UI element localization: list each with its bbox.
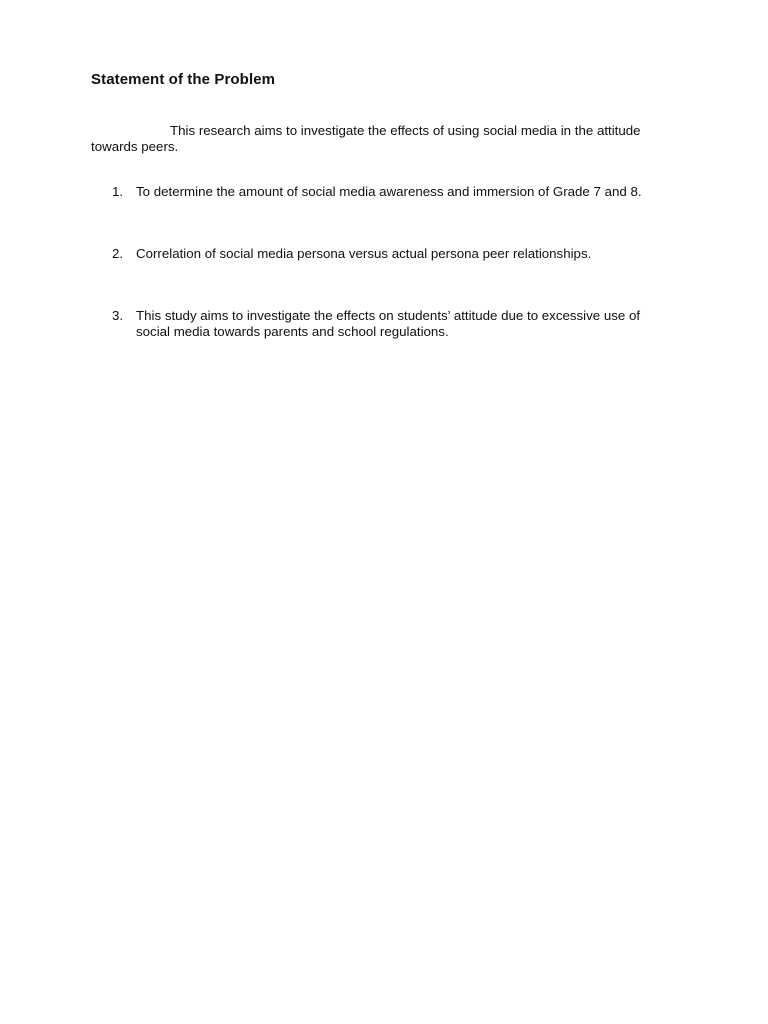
list-item-text: Correlation of social media persona versus actual persona peer relationships.: [136, 246, 592, 261]
list-item-number: 3.: [112, 308, 124, 323]
list-item-number: 2.: [112, 246, 124, 261]
list-item-number: 1.: [112, 184, 124, 199]
page-title: Statement of the Problem: [91, 71, 276, 88]
intro-paragraph: This research aims to investigate the effects of using social media in the attitude towards peers.: [91, 123, 641, 154]
list-item-text: This study aims to investigate the effects on students’ attitude due to excessive use of social media towards parents and school regulations.: [136, 308, 641, 339]
list-item-text: To determine the amount of social media awareness and immersion of Grade 7 and 8.: [136, 184, 642, 199]
